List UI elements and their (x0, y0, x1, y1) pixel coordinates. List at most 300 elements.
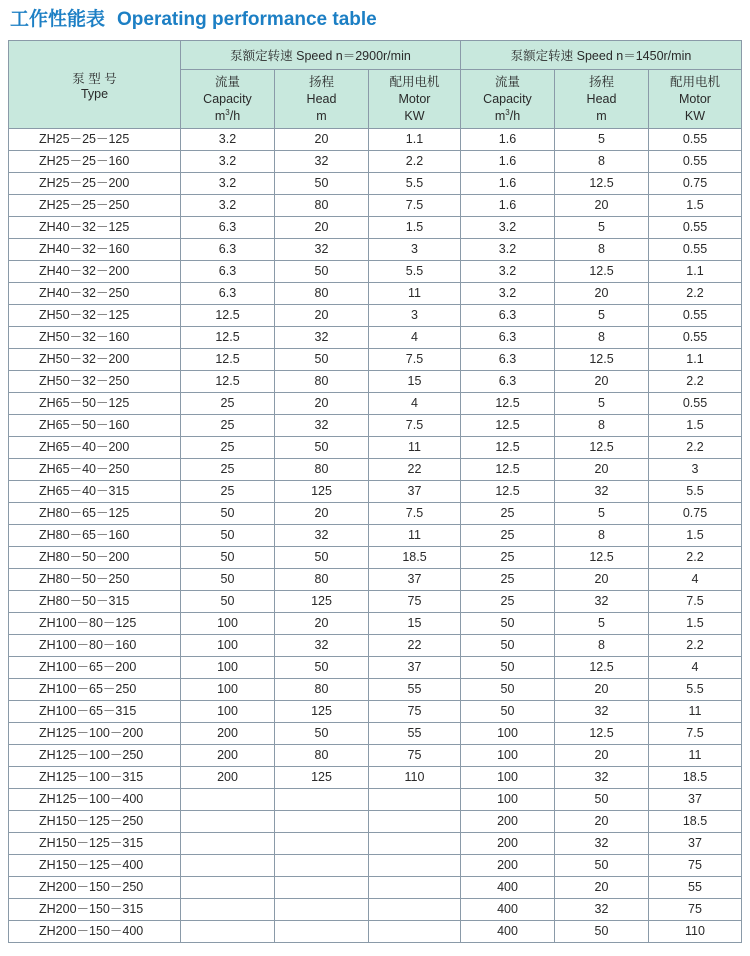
table-row (9, 811, 742, 833)
cell-motor-2900: 11 (369, 283, 461, 305)
capacity-header-2900 (181, 70, 275, 129)
cell-type: ZH200－150－315 (9, 899, 181, 921)
table-row (9, 569, 742, 591)
cell-type: ZH100－65－250 (9, 679, 181, 701)
table-row (9, 393, 742, 415)
table-body (9, 129, 742, 943)
cell-motor-1450: 3 (649, 459, 742, 481)
capacity-unit (181, 108, 274, 125)
table-row (9, 789, 742, 811)
table-row (9, 151, 742, 173)
cell-motor-2900: 22 (369, 635, 461, 657)
cell-motor-2900: 2.2 (369, 151, 461, 173)
table-row (9, 745, 742, 767)
cell-type: ZH80－50－250 (9, 569, 181, 591)
cell-type: ZH50－32－200 (9, 349, 181, 371)
cell-capacity-2900: 3.2 (181, 129, 275, 151)
cell-type: ZH80－50－315 (9, 591, 181, 613)
cell-head-1450: 5 (555, 393, 649, 415)
table-row (9, 305, 742, 327)
cell-head-1450: 20 (555, 877, 649, 899)
table-row (9, 591, 742, 613)
cell-head-1450: 8 (555, 151, 649, 173)
cell-capacity-1450: 25 (461, 591, 555, 613)
cell-capacity-2900: 25 (181, 459, 275, 481)
cell-motor-1450: 110 (649, 921, 742, 943)
cell-head-2900: 20 (275, 393, 369, 415)
cell-head-2900: 32 (275, 151, 369, 173)
cell-motor-1450: 4 (649, 657, 742, 679)
cell-type: ZH80－65－125 (9, 503, 181, 525)
cell-motor-1450: 18.5 (649, 811, 742, 833)
cell-motor-1450: 0.75 (649, 503, 742, 525)
cell-capacity-2900: 3.2 (181, 151, 275, 173)
cell-capacity-2900: 100 (181, 701, 275, 723)
cell-motor-1450: 2.2 (649, 635, 742, 657)
cell-type: ZH150－125－250 (9, 811, 181, 833)
cell-head-2900: 125 (275, 481, 369, 503)
cell-head-1450: 12.5 (555, 173, 649, 195)
cell-head-1450: 12.5 (555, 657, 649, 679)
cell-motor-2900: 11 (369, 525, 461, 547)
cell-type: ZH125－100－400 (9, 789, 181, 811)
cell-capacity-2900: 25 (181, 415, 275, 437)
cell-head-2900: 50 (275, 547, 369, 569)
cell-motor-2900 (369, 877, 461, 899)
cell-head-1450: 5 (555, 129, 649, 151)
cell-capacity-1450: 1.6 (461, 173, 555, 195)
cell-motor-2900: 3 (369, 239, 461, 261)
cell-capacity-2900: 200 (181, 767, 275, 789)
cell-capacity-2900: 25 (181, 437, 275, 459)
cell-motor-1450: 1.1 (649, 261, 742, 283)
capacity-unit-tail: /h (509, 108, 521, 123)
cell-capacity-1450: 6.3 (461, 305, 555, 327)
cell-type: ZH40－32－250 (9, 283, 181, 305)
cell-capacity-2900: 12.5 (181, 305, 275, 327)
cell-capacity-1450: 50 (461, 679, 555, 701)
cell-motor-1450: 11 (649, 701, 742, 723)
cell-motor-2900 (369, 833, 461, 855)
cell-head-2900: 80 (275, 195, 369, 217)
cell-motor-1450: 75 (649, 899, 742, 921)
cell-capacity-1450: 200 (461, 811, 555, 833)
cell-motor-2900: 11 (369, 437, 461, 459)
cell-capacity-2900: 6.3 (181, 283, 275, 305)
cell-capacity-2900: 50 (181, 503, 275, 525)
cell-motor-2900: 18.5 (369, 547, 461, 569)
cell-head-1450: 5 (555, 503, 649, 525)
cell-motor-2900: 3 (369, 305, 461, 327)
table-row (9, 129, 742, 151)
cell-type: ZH65－40－200 (9, 437, 181, 459)
cell-capacity-1450: 3.2 (461, 261, 555, 283)
cell-capacity-2900: 100 (181, 613, 275, 635)
cell-capacity-2900 (181, 789, 275, 811)
cell-motor-2900: 4 (369, 327, 461, 349)
table-header (9, 41, 742, 129)
cell-capacity-1450: 1.6 (461, 129, 555, 151)
cell-type: ZH65－50－160 (9, 415, 181, 437)
capacity-label-cn: 流量 (214, 74, 240, 89)
table-row (9, 173, 742, 195)
motor-header-1450 (649, 70, 742, 129)
title-chinese: 工作性能表 (10, 8, 106, 30)
capacity-unit-sup: 3 (505, 107, 510, 117)
cell-capacity-1450: 12.5 (461, 481, 555, 503)
cell-capacity-1450: 100 (461, 767, 555, 789)
cell-capacity-2900: 200 (181, 745, 275, 767)
cell-head-2900: 80 (275, 283, 369, 305)
cell-type: ZH125－100－250 (9, 745, 181, 767)
cell-motor-2900 (369, 855, 461, 877)
cell-motor-2900: 5.5 (369, 261, 461, 283)
cell-motor-1450: 2.2 (649, 371, 742, 393)
cell-capacity-2900: 50 (181, 569, 275, 591)
cell-head-1450: 20 (555, 371, 649, 393)
cell-capacity-1450: 3.2 (461, 283, 555, 305)
cell-capacity-2900: 100 (181, 635, 275, 657)
head-label-en: Head (586, 91, 617, 106)
cell-head-2900: 80 (275, 459, 369, 481)
cell-head-1450: 12.5 (555, 437, 649, 459)
type-header-en: Type (80, 86, 109, 101)
cell-motor-2900 (369, 789, 461, 811)
cell-capacity-2900: 200 (181, 723, 275, 745)
cell-capacity-1450: 25 (461, 547, 555, 569)
table-row (9, 415, 742, 437)
table-row (9, 701, 742, 723)
cell-capacity-2900 (181, 899, 275, 921)
cell-capacity-2900 (181, 811, 275, 833)
cell-type: ZH65－50－125 (9, 393, 181, 415)
cell-motor-1450: 75 (649, 855, 742, 877)
cell-capacity-1450: 200 (461, 855, 555, 877)
cell-head-1450: 32 (555, 481, 649, 503)
cell-head-2900: 32 (275, 635, 369, 657)
table-row (9, 437, 742, 459)
cell-head-2900: 20 (275, 305, 369, 327)
cell-head-2900: 80 (275, 371, 369, 393)
cell-type: ZH25－25－125 (9, 129, 181, 151)
performance-table (8, 40, 742, 943)
cell-motor-2900: 75 (369, 701, 461, 723)
table-row (9, 525, 742, 547)
cell-head-1450: 20 (555, 195, 649, 217)
cell-type: ZH200－150－400 (9, 921, 181, 943)
cell-motor-1450: 1.5 (649, 195, 742, 217)
cell-motor-2900: 15 (369, 613, 461, 635)
cell-head-1450: 12.5 (555, 723, 649, 745)
cell-capacity-1450: 50 (461, 613, 555, 635)
cell-motor-2900: 37 (369, 569, 461, 591)
cell-motor-1450: 18.5 (649, 767, 742, 789)
cell-capacity-2900: 6.3 (181, 217, 275, 239)
cell-capacity-1450: 12.5 (461, 437, 555, 459)
cell-motor-2900: 4 (369, 393, 461, 415)
cell-head-1450: 20 (555, 569, 649, 591)
cell-motor-1450: 0.55 (649, 327, 742, 349)
motor-label-cn: 配用电机 (669, 74, 720, 89)
table-row (9, 239, 742, 261)
cell-head-2900: 20 (275, 217, 369, 239)
head-unit: m (596, 108, 607, 123)
table-row (9, 921, 742, 943)
table-row (9, 679, 742, 701)
cell-motor-2900: 55 (369, 723, 461, 745)
table-row (9, 481, 742, 503)
cell-capacity-1450: 100 (461, 789, 555, 811)
cell-capacity-1450: 400 (461, 877, 555, 899)
cell-type: ZH50－32－160 (9, 327, 181, 349)
table-row (9, 195, 742, 217)
cell-head-2900 (275, 833, 369, 855)
cell-type: ZH150－125－400 (9, 855, 181, 877)
title-english: Operating performance table (117, 9, 377, 30)
cell-capacity-1450: 25 (461, 569, 555, 591)
table-row (9, 503, 742, 525)
cell-capacity-2900: 50 (181, 547, 275, 569)
cell-capacity-1450: 3.2 (461, 239, 555, 261)
cell-head-1450: 32 (555, 701, 649, 723)
capacity-label-cn: 流量 (494, 74, 520, 89)
cell-type: ZH25－25－200 (9, 173, 181, 195)
cell-capacity-1450: 100 (461, 745, 555, 767)
cell-motor-2900: 7.5 (369, 503, 461, 525)
cell-type: ZH80－65－160 (9, 525, 181, 547)
cell-motor-2900: 1.1 (369, 129, 461, 151)
cell-capacity-1450: 400 (461, 899, 555, 921)
cell-head-2900: 80 (275, 679, 369, 701)
table-row (9, 261, 742, 283)
cell-motor-1450: 0.55 (649, 151, 742, 173)
motor-unit: KW (684, 108, 706, 123)
cell-capacity-2900: 12.5 (181, 371, 275, 393)
cell-head-1450: 8 (555, 327, 649, 349)
cell-head-1450: 5 (555, 217, 649, 239)
table-row (9, 833, 742, 855)
cell-capacity-1450: 50 (461, 657, 555, 679)
cell-motor-1450: 0.55 (649, 393, 742, 415)
cell-motor-1450: 2.2 (649, 283, 742, 305)
cell-head-1450: 8 (555, 635, 649, 657)
cell-capacity-1450: 25 (461, 525, 555, 547)
cell-head-2900 (275, 789, 369, 811)
capacity-unit-base: m (494, 108, 506, 123)
capacity-header-1450 (461, 70, 555, 129)
cell-motor-2900 (369, 899, 461, 921)
table-row (9, 767, 742, 789)
capacity-label-en: Capacity (203, 91, 252, 106)
cell-motor-2900: 55 (369, 679, 461, 701)
capacity-unit-sup: 3 (225, 107, 230, 117)
cell-motor-2900 (369, 811, 461, 833)
table-row (9, 899, 742, 921)
cell-motor-1450: 5.5 (649, 679, 742, 701)
cell-motor-1450: 2.2 (649, 437, 742, 459)
cell-head-2900: 50 (275, 657, 369, 679)
table-row (9, 371, 742, 393)
cell-capacity-1450: 100 (461, 723, 555, 745)
cell-type: ZH40－32－200 (9, 261, 181, 283)
cell-capacity-1450: 6.3 (461, 371, 555, 393)
table-row (9, 217, 742, 239)
cell-head-2900: 32 (275, 327, 369, 349)
motor-label-en: Motor (679, 91, 711, 106)
cell-capacity-1450: 1.6 (461, 151, 555, 173)
motor-header-2900 (369, 70, 461, 129)
cell-capacity-1450: 12.5 (461, 459, 555, 481)
cell-capacity-2900 (181, 877, 275, 899)
cell-head-2900: 50 (275, 349, 369, 371)
type-header (9, 41, 181, 129)
cell-type: ZH125－100－200 (9, 723, 181, 745)
cell-head-2900: 20 (275, 129, 369, 151)
cell-head-1450: 20 (555, 811, 649, 833)
cell-motor-2900: 7.5 (369, 195, 461, 217)
cell-head-2900: 80 (275, 569, 369, 591)
cell-capacity-1450: 200 (461, 833, 555, 855)
motor-unit: KW (404, 108, 425, 123)
cell-capacity-2900: 100 (181, 657, 275, 679)
cell-motor-1450: 0.55 (649, 217, 742, 239)
cell-head-1450: 20 (555, 745, 649, 767)
cell-head-2900: 50 (275, 437, 369, 459)
table-row (9, 327, 742, 349)
speed-1450-header: 泵额定转速 Speed n＝1450r/min (461, 41, 742, 70)
cell-type: ZH150－125－315 (9, 833, 181, 855)
cell-type: ZH50－32－125 (9, 305, 181, 327)
cell-type: ZH80－50－200 (9, 547, 181, 569)
cell-head-1450: 50 (555, 789, 649, 811)
cell-type: ZH65－40－250 (9, 459, 181, 481)
capacity-unit-base: m (214, 108, 226, 123)
cell-head-1450: 50 (555, 855, 649, 877)
table-row (9, 635, 742, 657)
cell-head-1450: 32 (555, 833, 649, 855)
cell-motor-2900: 22 (369, 459, 461, 481)
table-row (9, 459, 742, 481)
table-row (9, 613, 742, 635)
cell-type: ZH200－150－250 (9, 877, 181, 899)
cell-motor-1450: 5.5 (649, 481, 742, 503)
cell-head-2900 (275, 899, 369, 921)
cell-head-1450: 8 (555, 415, 649, 437)
cell-head-1450: 32 (555, 767, 649, 789)
cell-head-1450: 20 (555, 283, 649, 305)
head-header-1450 (555, 70, 649, 129)
type-header-cn: 泵 型 号 (72, 71, 117, 86)
cell-head-1450: 5 (555, 613, 649, 635)
cell-head-2900: 20 (275, 503, 369, 525)
table-row (9, 657, 742, 679)
table-row (9, 877, 742, 899)
cell-capacity-2900 (181, 921, 275, 943)
cell-type: ZH100－80－125 (9, 613, 181, 635)
cell-head-2900 (275, 877, 369, 899)
cell-motor-1450: 7.5 (649, 723, 742, 745)
cell-capacity-1450: 12.5 (461, 415, 555, 437)
cell-motor-1450: 1.5 (649, 525, 742, 547)
cell-motor-1450: 7.5 (649, 591, 742, 613)
capacity-label-en: Capacity (483, 91, 532, 106)
cell-head-2900 (275, 811, 369, 833)
cell-head-1450: 5 (555, 305, 649, 327)
cell-type: ZH40－32－160 (9, 239, 181, 261)
cell-head-2900: 125 (275, 767, 369, 789)
cell-head-1450: 8 (555, 525, 649, 547)
cell-motor-1450: 4 (649, 569, 742, 591)
cell-motor-1450: 1.5 (649, 415, 742, 437)
cell-motor-2900: 110 (369, 767, 461, 789)
speed-2900-header: 泵额定转速 Speed n＝2900r/min (181, 41, 461, 70)
cell-type: ZH100－80－160 (9, 635, 181, 657)
cell-capacity-2900: 50 (181, 591, 275, 613)
page-title (10, 4, 377, 30)
cell-type: ZH25－25－160 (9, 151, 181, 173)
cell-type: ZH100－65－315 (9, 701, 181, 723)
cell-capacity-1450: 3.2 (461, 217, 555, 239)
cell-capacity-1450: 25 (461, 503, 555, 525)
cell-capacity-2900: 6.3 (181, 239, 275, 261)
cell-head-1450: 12.5 (555, 261, 649, 283)
capacity-unit-tail: /h (229, 108, 241, 123)
cell-head-2900: 80 (275, 745, 369, 767)
cell-type: ZH65－40－315 (9, 481, 181, 503)
cell-motor-1450: 0.55 (649, 305, 742, 327)
cell-motor-2900: 1.5 (369, 217, 461, 239)
cell-capacity-1450: 6.3 (461, 349, 555, 371)
cell-motor-2900: 5.5 (369, 173, 461, 195)
table-row (9, 855, 742, 877)
cell-motor-1450: 11 (649, 745, 742, 767)
motor-label-cn: 配用电机 (389, 74, 440, 89)
cell-capacity-1450: 50 (461, 701, 555, 723)
cell-head-1450: 32 (555, 899, 649, 921)
cell-motor-1450: 0.55 (649, 129, 742, 151)
table-row (9, 547, 742, 569)
cell-head-1450: 8 (555, 239, 649, 261)
cell-motor-2900: 7.5 (369, 349, 461, 371)
head-label-cn: 扬程 (588, 74, 614, 89)
cell-head-2900 (275, 921, 369, 943)
head-header-2900 (275, 70, 369, 129)
head-label-cn: 扬程 (308, 74, 334, 89)
cell-motor-1450: 0.55 (649, 239, 742, 261)
cell-head-2900: 125 (275, 591, 369, 613)
cell-head-2900: 125 (275, 701, 369, 723)
cell-head-2900: 32 (275, 415, 369, 437)
cell-capacity-2900: 12.5 (181, 349, 275, 371)
table-row (9, 349, 742, 371)
cell-motor-2900: 75 (369, 591, 461, 613)
cell-motor-2900: 37 (369, 481, 461, 503)
cell-motor-1450: 37 (649, 789, 742, 811)
cell-head-1450: 20 (555, 679, 649, 701)
cell-capacity-2900 (181, 855, 275, 877)
cell-capacity-2900: 3.2 (181, 173, 275, 195)
cell-capacity-1450: 1.6 (461, 195, 555, 217)
cell-type: ZH100－65－200 (9, 657, 181, 679)
table-row (9, 283, 742, 305)
head-unit: m (316, 108, 327, 123)
cell-capacity-1450: 12.5 (461, 393, 555, 415)
capacity-unit (461, 108, 554, 125)
cell-capacity-2900: 50 (181, 525, 275, 547)
cell-type: ZH25－25－250 (9, 195, 181, 217)
cell-motor-1450: 1.5 (649, 613, 742, 635)
cell-motor-1450: 0.75 (649, 173, 742, 195)
